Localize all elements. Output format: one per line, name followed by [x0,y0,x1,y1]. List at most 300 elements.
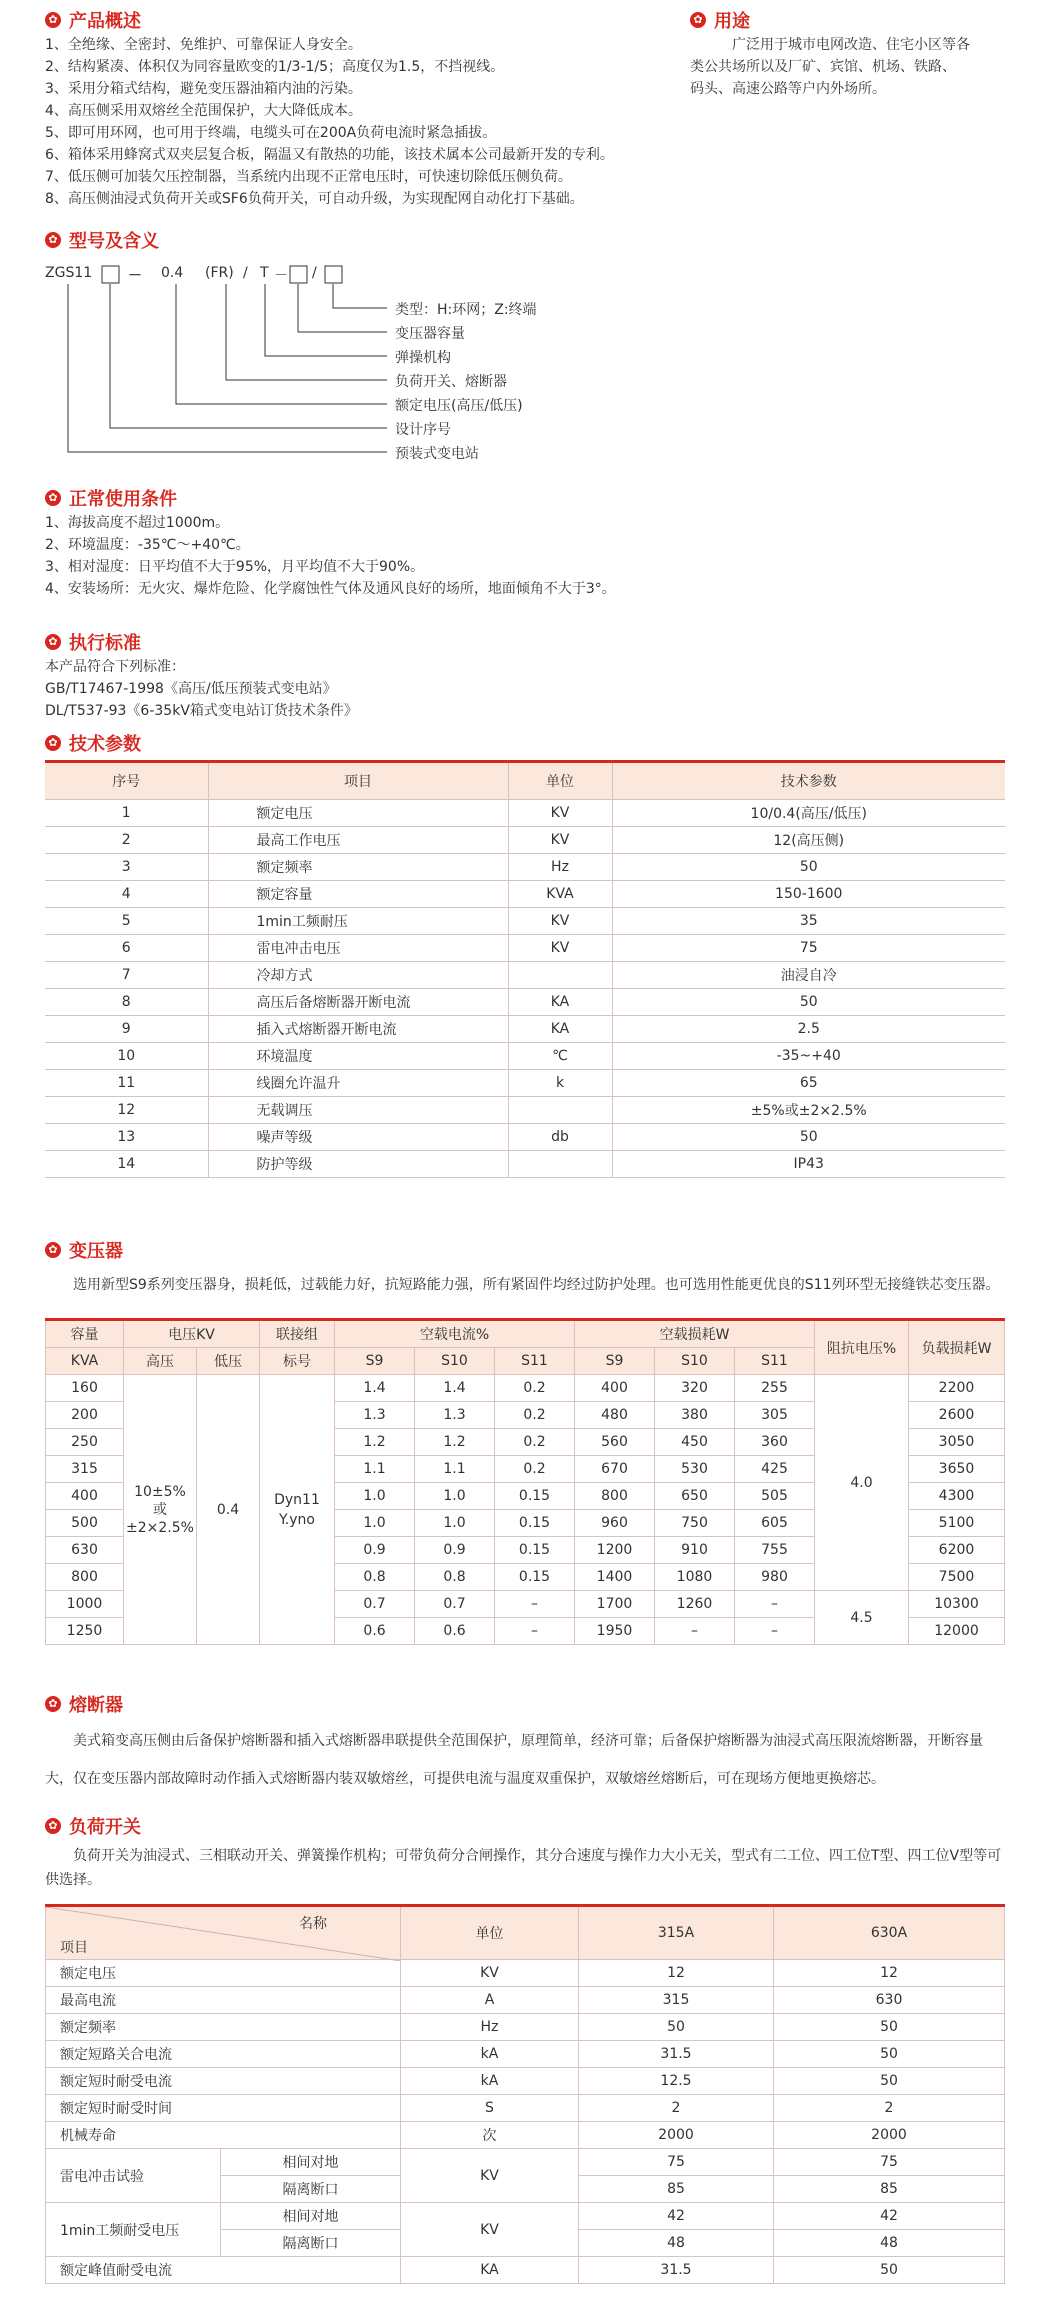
th-load-loss: 负载损耗W [909,1320,1005,1375]
table-cell: KA [508,989,612,1016]
cell-c9: 1.0 [335,1483,415,1510]
cell-load: 7500 [909,1564,1005,1591]
model-code-dash2: － [274,268,288,284]
cell-c11: 0.15 [495,1564,575,1591]
tech-header [45,730,1005,756]
cell-l11: 505 [735,1483,815,1510]
cell-load: 12000 [909,1618,1005,1645]
cell-l11: – [735,1618,815,1645]
usage-title: 用途 [714,11,750,32]
table-cell: k [508,1070,612,1097]
cell-630a: 630 [774,1987,1005,2014]
cell-l10: 530 [655,1456,735,1483]
conditions-list [45,512,945,600]
cell-item: 最高电流 [46,1987,401,2014]
cell-l11: 605 [735,1510,815,1537]
table-cell: 2.5 [612,1016,1005,1043]
cell-c11: 0.2 [495,1402,575,1429]
bullet-icon: ✿ [45,1242,61,1258]
table-cell: KV [508,935,612,962]
th-630a: 630A [774,1906,1005,1960]
cell-c10: 1.2 [415,1429,495,1456]
cell-c10: 1.3 [415,1402,495,1429]
cell-c10: 0.9 [415,1537,495,1564]
model-diagram [45,258,605,478]
cell-630a: 2000 [774,2122,1005,2149]
bullet-icon: ✿ [45,1696,61,1712]
table-row [46,2122,1005,2149]
th-col-item: 项目 [208,762,508,800]
table-row [45,854,1005,881]
table-row [45,1070,1005,1097]
cell-l10: 320 [655,1375,735,1402]
cell-c9: 0.7 [335,1591,415,1618]
table-cell: 50 [612,989,1005,1016]
th-315a: 315A [579,1906,774,1960]
hv-line: 10±5% [134,1483,186,1500]
cell-unit: Hz [401,2014,579,2041]
standards-list [45,656,945,722]
cell-630a: 50 [774,2068,1005,2095]
standard-item: GB/T17467-1998《高压/低压预装式变电站》 [45,681,337,697]
cell-c11: 0.15 [495,1510,575,1537]
table-row [46,2257,1005,2284]
cell-l11: 425 [735,1456,815,1483]
model-code-t: T [260,265,269,281]
table-cell: 35 [612,908,1005,935]
cell-c9: 0.9 [335,1537,415,1564]
table-cell: 50 [612,854,1005,881]
cell-l9: 670 [575,1456,655,1483]
th-diagonal [46,1906,401,1960]
model-code-voltage: 0.4 [161,265,184,281]
cell-c10: 0.7 [415,1591,495,1618]
cell-load: 3650 [909,1456,1005,1483]
fuse-title: 熔断器 [69,1695,123,1716]
cell-item: 额定频率 [46,2014,401,2041]
overview-header [45,6,665,34]
bullet-icon: ✿ [45,634,61,650]
th-col-no: 序号 [45,762,208,800]
cell-item: 机械寿命 [46,2122,401,2149]
cell-group [260,1375,335,1645]
table-row [46,2203,1005,2230]
table-cell: KV [508,908,612,935]
cell-c9: 0.8 [335,1564,415,1591]
th-impedance: 阻抗电压% [815,1320,909,1375]
cell-load: 3050 [909,1429,1005,1456]
cell-c11: – [495,1618,575,1645]
cell-load: 4300 [909,1483,1005,1510]
box-type [325,266,342,283]
table-cell: KV [508,827,612,854]
table-cell: 11 [45,1070,208,1097]
hv-line: ±2×2.5% [126,1519,194,1536]
cell-630a: 12 [774,1960,1005,1987]
bullet-icon: ✿ [45,1818,61,1834]
table-cell: 3 [45,854,208,881]
condition-item: 1、海拔高度不超过1000m。 [45,515,230,531]
cell-c10: 1.4 [415,1375,495,1402]
cell-impedance: 4.5 [815,1591,909,1645]
cell-315a: 75 [579,2149,774,2176]
cell-impedance: 4.0 [815,1375,909,1591]
cell-unit: A [401,1987,579,2014]
line-voltage [176,284,387,404]
th-unit: 单位 [401,1906,579,1960]
condition-item: 3、相对湿度：日平均值不大于95%，月平均值不大于90%。 [45,559,425,575]
th-item: 项目 [60,1940,88,1956]
cell-unit: KV [401,2149,579,2203]
model-label: 变压器容量 [395,326,465,342]
table-cell: 线圈允许温升 [208,1070,508,1097]
cell-c9: 1.3 [335,1402,415,1429]
overview-item: 1、全绝缘、全密封、免维护、可靠保证人身安全。 [45,37,362,53]
th-col-value: 技术参数 [612,762,1005,800]
cell-l10: 650 [655,1483,735,1510]
cell-630a: 85 [774,2176,1005,2203]
table-row [45,989,1005,1016]
model-header [45,226,665,254]
table-cell: 环境温度 [208,1043,508,1070]
cell-item: 额定短时耐受电流 [46,2068,401,2095]
cell-item: 1min工频耐受电压 [46,2203,221,2257]
th-noload-loss: 空载损耗W [575,1320,815,1348]
loadswitch-title: 负荷开关 [69,1817,141,1838]
cell-l11: 360 [735,1429,815,1456]
cell-315a: 2000 [579,2122,774,2149]
table-cell: 7 [45,962,208,989]
cell-c11: 0.15 [495,1537,575,1564]
table-cell: 50 [612,1124,1005,1151]
cell-l9: 1400 [575,1564,655,1591]
usage-section [690,6,1020,100]
box-capacity [290,266,307,283]
cell-c9: 0.6 [335,1618,415,1645]
bullet-icon: ✿ [45,12,61,28]
cell-c11: 0.2 [495,1375,575,1402]
cell-load: 6200 [909,1537,1005,1564]
standard-item: DL/T537-93《6-35kV箱式变电站订货技术条件》 [45,703,358,719]
model-section [45,226,665,254]
cell-315a: 42 [579,2203,774,2230]
tech-title: 技术参数 [69,734,141,755]
cell-l9: 800 [575,1483,655,1510]
table-row [45,1097,1005,1124]
table-cell: 10 [45,1043,208,1070]
transformer-table [45,1318,1005,1645]
table-cell: Hz [508,854,612,881]
table-cell [508,1151,612,1178]
cell-unit: kA [401,2068,579,2095]
th-voltage: 电压KV [124,1320,260,1348]
fuse-section [45,1690,1005,1798]
table-cell: 65 [612,1070,1005,1097]
cell-315a: 315 [579,1987,774,2014]
cell-unit: KV [401,1960,579,1987]
loadswitch-header [45,1812,1005,1840]
table-cell: 防护等级 [208,1151,508,1178]
table-row [45,1124,1005,1151]
cell-item: 额定峰值耐受电流 [46,2257,401,2284]
table-cell: ℃ [508,1043,612,1070]
th-s10-current: S10 [415,1348,495,1375]
conditions-section [45,484,945,600]
cell-315a: 31.5 [579,2041,774,2068]
cell-c11: 0.15 [495,1483,575,1510]
hv-line: 或 [153,1501,167,1518]
table-row [45,908,1005,935]
cell-c10: 1.1 [415,1456,495,1483]
model-code-fr: (FR) [205,265,234,281]
cell-630a: 50 [774,2014,1005,2041]
model-label: 弹操机构 [395,350,451,366]
model-label: 类型：H:环网；Z:终端 [395,302,537,318]
cell-c11: 0.2 [495,1429,575,1456]
table-cell: KA [508,1016,612,1043]
th-hv: 高压 [124,1348,197,1375]
table-cell: 12 [45,1097,208,1124]
th-s11-loss: S11 [735,1348,815,1375]
table-cell [508,1097,612,1124]
usage-line: 广泛用于城市电网改造、住宅小区等各 [732,37,970,53]
transformer-header [45,1236,1005,1264]
line-spring [265,284,387,356]
cell-315a: 50 [579,2014,774,2041]
tech-table [45,760,1005,1178]
table-cell: 13 [45,1124,208,1151]
th-s9-current: S9 [335,1348,415,1375]
cell-load: 2600 [909,1402,1005,1429]
loadswitch-table [45,1904,1005,2284]
cell-subitem: 相间对地 [221,2149,401,2176]
line-substation [68,284,387,452]
model-code-zgs11: ZGS11 [45,265,93,281]
cell-l10: 910 [655,1537,735,1564]
table-row [46,2014,1005,2041]
tech-header-row [45,762,1005,800]
cell-subitem: 隔离断口 [221,2176,401,2203]
cell-load: 2200 [909,1375,1005,1402]
table-row [45,800,1005,827]
cell-c11: – [495,1591,575,1618]
fuse-header [45,1690,1005,1718]
model-code-slash: / [243,265,248,281]
cell-l10: 1080 [655,1564,735,1591]
standards-section [45,628,945,722]
table-cell: 插入式熔断器开断电流 [208,1016,508,1043]
bullet-icon: ✿ [45,490,61,506]
th-group-num: 标号 [260,1348,335,1375]
table-row [46,1375,1005,1402]
table-row [45,962,1005,989]
cell-l10: 380 [655,1402,735,1429]
table-cell: 最高工作电压 [208,827,508,854]
overview-item: 3、采用分箱式结构，避免变压器油箱内油的污染。 [45,81,362,97]
cell-c10: 1.0 [415,1483,495,1510]
th-kva: KVA [46,1348,124,1375]
table-cell: 12(高压侧) [612,827,1005,854]
cell-630a: 50 [774,2257,1005,2284]
cell-unit: KA [401,2257,579,2284]
cell-kva: 500 [46,1510,124,1537]
table-cell: 油浸自冷 [612,962,1005,989]
table-row [46,1987,1005,2014]
table-row [46,1960,1005,1987]
table-cell: 4 [45,881,208,908]
table-cell: 无载调压 [208,1097,508,1124]
cell-unit: S [401,2095,579,2122]
table-cell: 冷却方式 [208,962,508,989]
cell-kva: 400 [46,1483,124,1510]
table-row [45,1043,1005,1070]
model-label: 预装式变电站 [395,446,479,462]
cell-315a: 31.5 [579,2257,774,2284]
cell-c9: 1.0 [335,1510,415,1537]
cell-l10: 1260 [655,1591,735,1618]
cell-l11: – [735,1591,815,1618]
model-code-slash2: / [312,265,317,281]
table-row [45,881,1005,908]
cell-c9: 1.4 [335,1375,415,1402]
table-cell: 2 [45,827,208,854]
cell-315a: 2 [579,2095,774,2122]
cell-c10: 1.0 [415,1510,495,1537]
cell-c10: 0.6 [415,1618,495,1645]
table-row [45,1151,1005,1178]
cell-unit: kA [401,2041,579,2068]
condition-item: 4、安装场所：无火灾、爆炸危险、化学腐蚀性气体及通风良好的场所，地面倾角不大于3°。 [45,581,616,597]
th-group: 联接组 [260,1320,335,1348]
table-cell: -35~+40 [612,1043,1005,1070]
overview-list [45,34,665,210]
cell-load: 5100 [909,1510,1005,1537]
table-row [45,1016,1005,1043]
table-cell: 150-1600 [612,881,1005,908]
usage-text [690,34,1020,100]
cell-630a: 2 [774,2095,1005,2122]
cell-l9: 560 [575,1429,655,1456]
table-cell: 额定电压 [208,800,508,827]
table-cell: db [508,1124,612,1151]
cell-item: 雷电冲击试验 [46,2149,221,2203]
transformer-desc: 选用新型S9系列变压器身，损耗低，过载能力好，抗短路能力强，所有紧固件均经过防护处理。也可选用性能更优良的S11列环型无接缝铁芯变压器。 [73,1277,1000,1293]
cell-630a: 42 [774,2203,1005,2230]
cell-kva: 1000 [46,1591,124,1618]
cell-kva: 630 [46,1537,124,1564]
standard-item: 本产品符合下列标准： [45,659,185,675]
cell-630a: 75 [774,2149,1005,2176]
table-cell: 6 [45,935,208,962]
cell-lv: 0.4 [197,1375,260,1645]
loadswitch-section [45,1812,1005,2284]
table-cell: 额定容量 [208,881,508,908]
th-name: 名称 [299,1916,327,1932]
table-cell: 雷电冲击电压 [208,935,508,962]
fuse-desc: 美式箱变高压侧由后备保护熔断器和插入式熔断器串联提供全范围保护，原理简单，经济可靠；后备保护熔断器为油浸式高压限流熔断器，开断容量大，仅在变压器内部故障时动作插入式熔断器内装双敏熔丝，可提供电流与温度双重保护，双敏熔丝熔断后，可在现场方便地更换熔芯。 [45,1733,983,1787]
cell-l9: 1950 [575,1618,655,1645]
table-row [46,2041,1005,2068]
table-cell: 8 [45,989,208,1016]
table-cell: 5 [45,908,208,935]
table-row [46,2095,1005,2122]
standards-header [45,628,945,656]
table-cell: 1min工频耐压 [208,908,508,935]
cell-l9: 480 [575,1402,655,1429]
conditions-title: 正常使用条件 [69,489,177,510]
cell-kva: 1250 [46,1618,124,1645]
cell-l10: 450 [655,1429,735,1456]
bullet-icon: ✿ [45,735,61,751]
cell-load: 10300 [909,1591,1005,1618]
cell-630a: 48 [774,2230,1005,2257]
cell-315a: 48 [579,2230,774,2257]
th-col-unit: 单位 [508,762,612,800]
cell-kva: 200 [46,1402,124,1429]
cell-l11: 255 [735,1375,815,1402]
cell-kva: 800 [46,1564,124,1591]
cell-item: 额定短路关合电流 [46,2041,401,2068]
table-cell: 高压后备熔断器开断电流 [208,989,508,1016]
condition-item: 2、环境温度：-35℃～+40℃。 [45,537,250,553]
cell-l9: 400 [575,1375,655,1402]
overview-item: 4、高压侧采用双熔丝全范围保护，大大降低成本。 [45,103,362,119]
table-cell: 14 [45,1151,208,1178]
tech-section [45,730,1005,1178]
cell-unit: 次 [401,2122,579,2149]
cell-c10: 0.8 [415,1564,495,1591]
overview-item: 6、箱体采用蜂窝式双夹层复合板，隔温又有散热的功能，该技术属本公司最新开发的专利。 [45,147,614,163]
group-line: Dyn11 [274,1491,320,1508]
table-cell: 9 [45,1016,208,1043]
cell-l9: 960 [575,1510,655,1537]
box-serial [102,266,119,283]
table-cell: 1 [45,800,208,827]
cell-hv [124,1375,197,1645]
model-title: 型号及含义 [69,231,159,252]
cell-l11: 755 [735,1537,815,1564]
usage-header [690,6,1020,34]
th-s11-current: S11 [495,1348,575,1375]
diagonal-line [46,1907,401,1961]
model-code-dash: － [128,268,142,284]
cell-c9: 1.2 [335,1429,415,1456]
overview-item: 2、结构紧凑、体积仅为同容量欧变的1/3-1/5；高度仅为1.5，不挡视线。 [45,59,505,75]
usage-line: 码头、高速公路等户内外场所。 [690,81,886,97]
table-row [46,2068,1005,2095]
table-row [45,827,1005,854]
overview-item: 7、低压侧可加装欠压控制器，当系统内出现不正常电压时，可快速切除低压侧负荷。 [45,169,572,185]
cell-item: 额定短时耐受时间 [46,2095,401,2122]
bullet-icon: ✿ [690,12,706,28]
table-cell [508,962,612,989]
th-s9-loss: S9 [575,1348,655,1375]
loadswitch-desc: 负荷开关为油浸式、三相联动开关、弹簧操作机构；可带负荷分合闸操作，其分合速度与操作力大小无关，型式有二工位、四工位T型、四工位V型等可供选择。 [45,1848,1002,1888]
table-cell: 75 [612,935,1005,962]
cell-item: 额定电压 [46,1960,401,1987]
cell-l10: – [655,1618,735,1645]
th-capacity: 容量 [46,1320,124,1348]
cell-kva: 160 [46,1375,124,1402]
table-row [46,2149,1005,2176]
cell-c11: 0.2 [495,1456,575,1483]
cell-kva: 315 [46,1456,124,1483]
cell-kva: 250 [46,1429,124,1456]
overview-item: 8、高压侧油浸式负荷开关或SF6负荷开关，可自动升级，为实现配网自动化打下基础。 [45,191,584,207]
overview-section [45,6,665,210]
table-row [45,935,1005,962]
cell-l11: 980 [735,1564,815,1591]
